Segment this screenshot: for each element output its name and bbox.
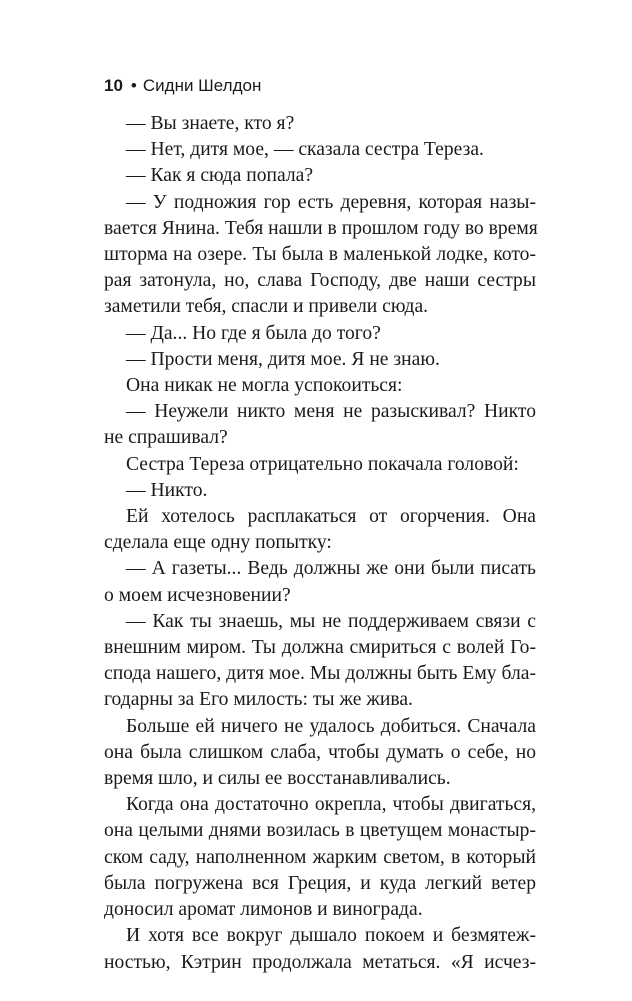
text-line: Больше ей ничего не удалось добиться. Сначала bbox=[126, 715, 536, 737]
text-line: Она никак не могла успокоиться: bbox=[126, 375, 403, 397]
body-text bbox=[104, 111, 536, 976]
text-line: — А газеты... Ведь должны же они были писать bbox=[126, 558, 536, 580]
text-line: ностью, Кэтрин продолжала метаться. «Я исчез- bbox=[104, 951, 536, 973]
text-line: — Да... Но где я была до того? bbox=[126, 322, 381, 344]
text-line: рая затонула, но, слава Господу, две наши сестры bbox=[104, 270, 536, 292]
text-line: — Нет, дитя мое, — сказала сестра Тереза. bbox=[126, 139, 484, 161]
text-line: — Неужели никто меня не разыскивал? Никто bbox=[126, 401, 536, 423]
text-line: не спрашивал? bbox=[104, 427, 228, 449]
text-line: — Прости меня, дитя мое. Я не знаю. bbox=[126, 348, 440, 370]
text-line: годарны за Его милость: ты же жива. bbox=[104, 689, 413, 711]
header-separator: • bbox=[130, 76, 137, 95]
text-line: сделала еще одну попытку: bbox=[104, 532, 332, 554]
text-line: — Никто. bbox=[126, 479, 208, 501]
text-line: о моем исчезновении? bbox=[104, 584, 291, 606]
text-line: доносил аромат лимонов и винограда. bbox=[104, 899, 423, 921]
running-header bbox=[104, 76, 261, 96]
text-line: вается Янина. Тебя нашли в прошлом году во время bbox=[104, 217, 538, 239]
text-line: Сестра Тереза отрицательно покачала головой: bbox=[126, 453, 519, 475]
text-line: шторма на озере. Ты была в маленькой лодке, кото- bbox=[104, 244, 536, 266]
text-line: Ей хотелось расплакаться от огорчения. Она bbox=[126, 506, 536, 528]
text-line: спода нашего, дитя мое. Мы должны быть Ему бла- bbox=[104, 663, 536, 685]
text-line: время шло, и силы ее восстанавливались. bbox=[104, 768, 451, 790]
text-line: — Вы знаете, кто я? bbox=[126, 113, 295, 134]
text-line: она была слишком слаба, чтобы думать о себе, но bbox=[104, 741, 536, 763]
header-author: Сидни Шелдон bbox=[142, 76, 262, 95]
text-line: была погружена вся Греция, и куда легкий ветер bbox=[104, 872, 536, 894]
text-line: внешним миром. Ты должна смириться с волей Го- bbox=[104, 637, 536, 659]
text-line: ском саду, наполненном жарким светом, в который bbox=[104, 846, 536, 868]
page-number: 10 bbox=[104, 76, 123, 95]
text-line: Когда она достаточно окрепла, чтобы двигаться, bbox=[126, 794, 536, 816]
text-line: — Как ты знаешь, мы не поддерживаем связи с bbox=[126, 610, 536, 632]
text-line: — Как я сюда попала? bbox=[126, 165, 314, 187]
text-line: она целыми днями возилась в цветущем монастыр- bbox=[104, 820, 536, 842]
text-line: И хотя все вокруг дышало покоем и безмятеж- bbox=[126, 925, 536, 947]
text-line: заметили тебя, спасли и привели сюда. bbox=[104, 296, 429, 318]
text-line: — У подножия гор есть деревня, которая назы- bbox=[126, 191, 536, 213]
